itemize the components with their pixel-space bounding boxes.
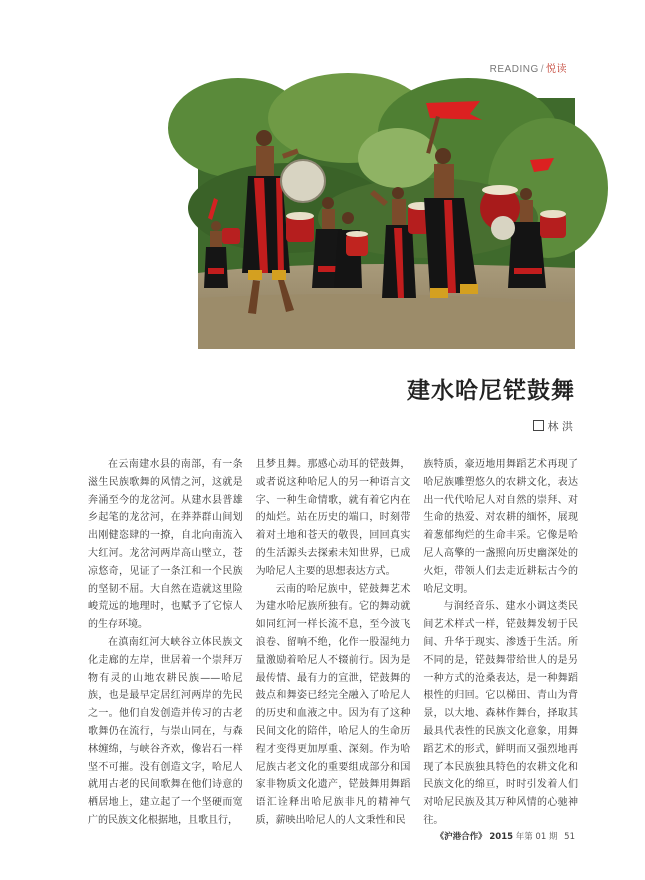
- paragraph: 且梦且舞。那感心动耳的铓鼓舞，或者说这种哈尼人的另一种语言文字、一种生命情歌，就有着它内在的灿烂。站在历史的端口，时刻带着对土地和苍天的敬畏，回回真实的生活源头去探索未知世界，已成为哈尼人主要的思想表达方式。: [255, 459, 411, 577]
- text-column-1: [88, 456, 243, 826]
- byline-box-icon: [533, 420, 544, 431]
- issue-year: 2015: [489, 832, 514, 842]
- drum-dance-illustration: [198, 98, 575, 349]
- paragraph: 与润经音乐、建水小调这类民间艺术样式一样，铓鼓舞发轫于民间、升华于现实、渗透于生活。所不同的是，铓鼓舞带给世人的是另一种方式的沧桑表达，是一种舞蹈根性的归回。它以梯田、青山为背景，以大地、森林作舞台，择取其最具代表性的民族文化意象，用舞蹈艺术的形式，鲜明而又强烈地再现了本民族独具特色的农耕文化和民族文化的绵亘，时时引发着人们对哈尼民族及其万种风情的心驰神往。: [423, 601, 579, 826]
- article-body: [88, 456, 579, 826]
- section-tag-zh: 悦读: [546, 64, 567, 75]
- magazine-name: 《沪港合作》: [435, 832, 487, 842]
- page-number: 51: [564, 832, 575, 842]
- paragraph: 族特质，豪迈地用舞蹈艺术再现了哈尼族雕塑悠久的农耕文化，表达出一代代哈尼人对自然的崇拜、对生命的热爱、对农耕的缅怀，展现着葱郁绚烂的生命丰采。它像是哈尼人高擎的一盏照向历史幽深处的火炬，带领人们去走近耕耘古今的哈尼文明。: [423, 459, 579, 595]
- paragraph: 云南的哈尼族中，铓鼓舞艺术为建水哈尼族所独有。它的舞动就如同红河一样长流不息，至今波飞浪卷、留响不绝，化作一股湿纯力量激励着哈尼人不辍前行。因为是最传情、最有力的宣泄，铓鼓舞的鼓点和舞姿已经完全融入了哈尼人的历史和血液之中。因为有了这种民间文化的陪伴，哈尼人的生命历程才变得更加厚重、深刻。作为哈尼族古老文化的重要组成部分和国家非物质文化遗产，铓鼓舞用舞蹈语汇诠释出哈尼族非凡的精神气质，薪映出哈尼人的人文秉性和民: [255, 583, 411, 826]
- text-column-2: [255, 456, 411, 826]
- section-tag: [490, 60, 567, 75]
- text-column-3: [423, 456, 579, 826]
- paragraph: 在滇南红河大峡谷立体民族文化走廊的左岸，世居着一个崇拜万物有灵的山地农耕民族——哈尼族，也是最早定居红河两岸的先民之一。他们自发创造并传习的古老歌舞仍在流行，与崇山同在，与森林缠绵，与峡谷齐欢，像岩石一样坚不可摧。没有创造文字，哈尼人就用古老的民间歌舞在他们诗意的栖居地上，建立起了一个坚硬而宽广的民族文化根据地，且歌且行，: [88, 636, 243, 826]
- section-tag-en: READING: [489, 64, 539, 75]
- author-byline: [533, 418, 574, 434]
- page-footer: [436, 830, 575, 842]
- issue-number: 年第 01 期: [515, 832, 558, 842]
- author-name: 林 洪: [547, 420, 573, 433]
- paragraph: 在云南建水县的南部，有一条滋生民族歌舞的风情之河，这就是奔涌至今的龙岔河。从建水县普雄乡起笔的龙岔河，在莽莽群山间划出刚健恣肆的一撩，自北向南流入大红河。龙岔河两岸高山壁立，苍凉悠奇，见证了一条江和一个民族的坚韧不屈。大自然在造就这里险峻荒远的地理时，也赋予了它惊人的生存环境。: [88, 459, 243, 631]
- section-tag-separator: /: [540, 64, 544, 75]
- article-photo: [198, 98, 575, 349]
- article-title: 建水哈尼铓鼓舞: [407, 378, 575, 404]
